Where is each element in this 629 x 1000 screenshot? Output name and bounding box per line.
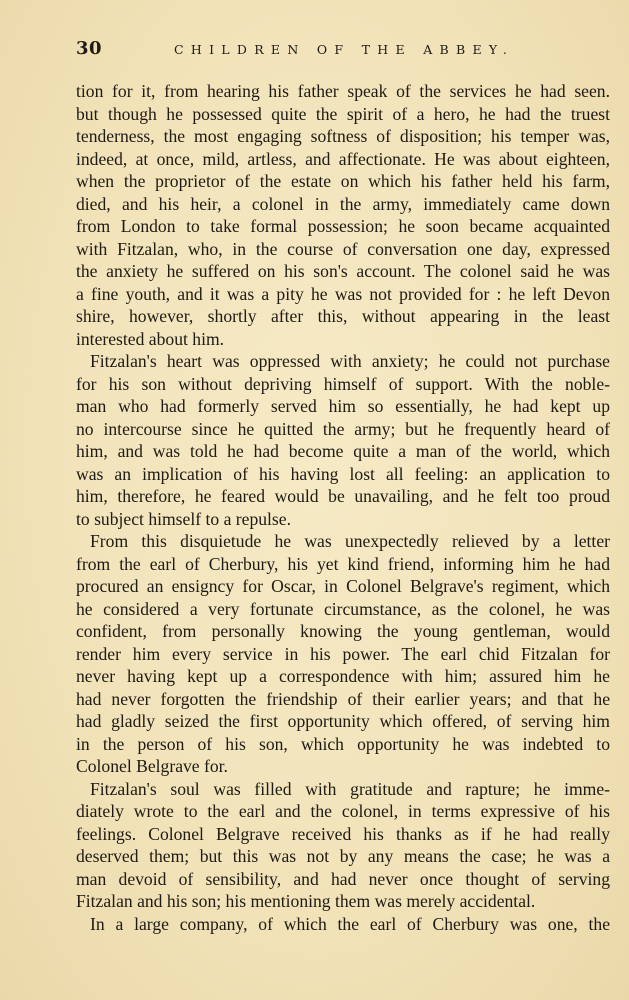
text-line: to subject himself to a repulse. [76,508,291,529]
text-line: no intercourse since he quitted the army; but he frequently heard of [76,418,610,439]
text-line: man devoid of sensibility, and had never once thought of serving [76,868,610,889]
text-line: from London to take formal possession; he soon became acquainted [76,216,610,236]
text-line: was an implication of his having lost all feeling: an application to [76,463,610,484]
running-head [76,38,608,64]
text-line: with Fitzalan, who, in the course of conversation one day, expressed [76,238,610,259]
text-line: render him every service in his power. The earl chid Fitzalan for [76,643,610,664]
text-line: confident, from personally knowing the young gentleman, would [76,621,610,641]
text-line: never having kept up a correspondence with him; assured him he [76,666,610,686]
text-line: indeed, at once, mild, artless, and affectionate. He was about eighteen, [76,148,610,169]
text-line: had never forgotten the friendship of their earlier years; and that he [76,688,610,709]
text-line: Colonel Belgrave for. [76,756,228,776]
text-line: but though he possessed quite the spirit of a hero, he had the truest [76,103,610,124]
text-line: From this disquietude he was unexpectedly relieved by a letter [90,531,610,551]
text-line: procured an ensigncy for Oscar, in Colonel Belgrave's regiment, which [76,576,610,596]
text-line: In a large company, of which the earl of Cherbury was one, the [90,913,610,934]
text-line: feelings. Colonel Belgrave received his thanks as if he had really [76,823,610,844]
page-number: 30 [76,38,103,59]
text-line: shire, however, shortly after this, without appearing in the least [76,306,610,326]
text-line: died, and his heir, a colonel in the army, immediately came down [76,193,610,214]
text-line: deserved them; but this was not by any means the case; he was a [76,846,610,866]
text-line: man who had formerly served him so essentially, he had kept up [76,396,610,416]
text-line: interested about him. [76,328,225,349]
body-text [76,80,610,935]
text-line: diately wrote to the earl and the colonel, in terms expressive of his [76,801,610,821]
text-line: him, and was told he had become quite a man of the world, which [76,441,610,461]
text-line: the anxiety he suffered on his son's account. The colonel said he was [76,261,610,281]
text-line: him, therefore, he feared would be unavailing, and he felt too proud [76,486,610,506]
text-line: from the earl of Cherbury, his yet kind friend, informing him he had [76,553,610,574]
text-line: a fine youth, and it was a pity he was not provided for : he left Devon [76,283,610,304]
text-line: tion for it, from hearing his father speak of the services he had seen. [76,81,610,101]
text-line: when the proprietor of the estate on which his father held his farm, [76,171,610,191]
running-title: CHILDREN OF THE ABBEY. [174,42,515,57]
text-line: tenderness, the most engaging softness of disposition; his temper was, [76,126,610,146]
text-line: Fitzalan's soul was filled with gratitude and rapture; he imme- [90,778,610,799]
text-line: for his son without depriving himself of support. With the noble- [76,373,610,394]
text-line: Fitzalan's heart was oppressed with anxiety; he could not purchase [90,351,610,371]
text-line: he considered a very fortunate circumstance, as the colonel, he was [76,598,610,619]
text-line: had gladly seized the first opportunity which offered, of serving him [76,711,610,731]
text-line: Fitzalan and his son; his mentioning them was merely accidental. [76,891,536,911]
text-line: in the person of his son, which opportunity he was indebted to [76,733,610,754]
